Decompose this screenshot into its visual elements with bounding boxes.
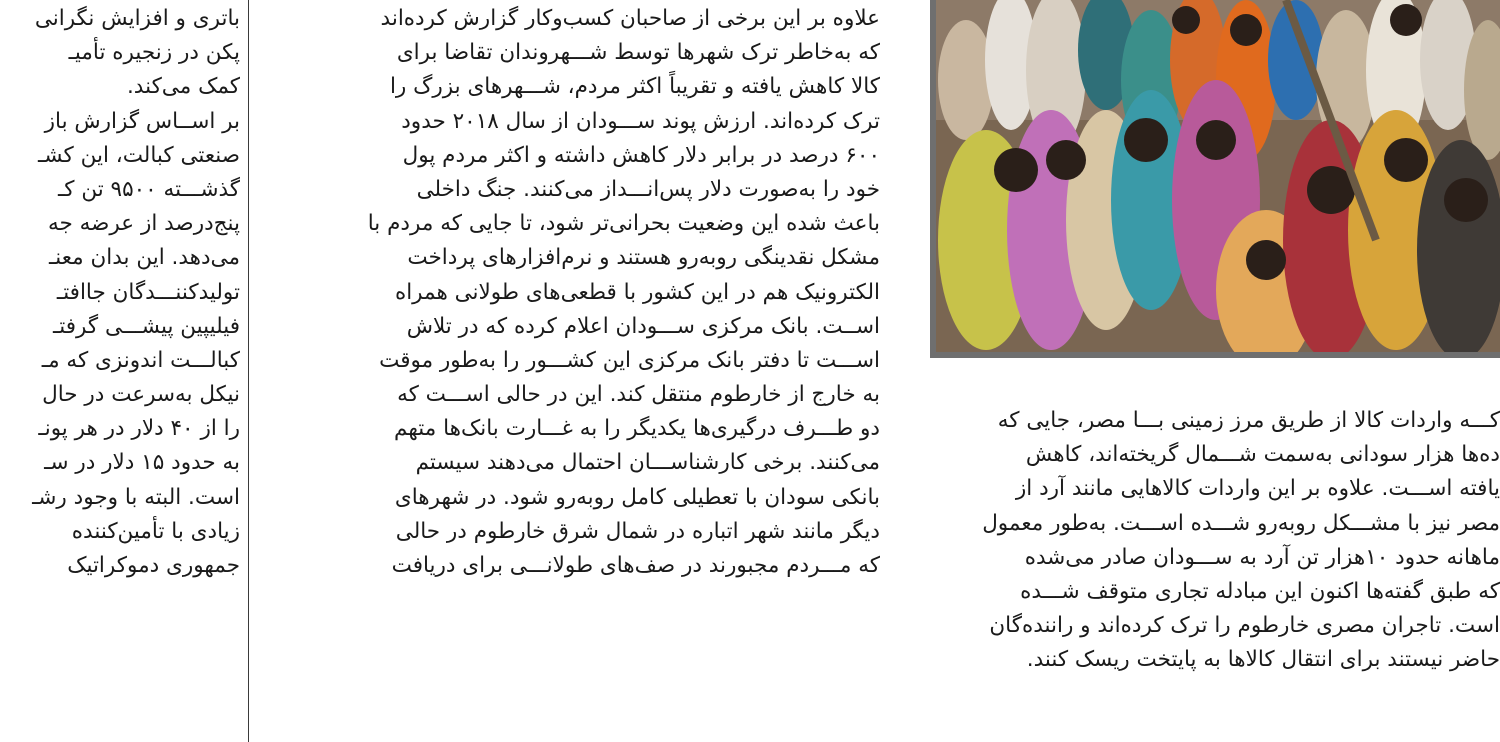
article-text-line: جمهوری دموکراتیک [67, 553, 240, 578]
article-text-line: فیلیپین پیشـــی گرفتـ [52, 313, 240, 339]
article-text-line: دو طـــرف درگیری‌ها یکدیگر را به غـــارت بانک‌ها متهم [394, 416, 880, 442]
news-photo [930, 0, 1500, 358]
article-text-line: کالا کاهش یافته و تقریباً اکثر مردم، شـــهرهای بزرگ را [389, 74, 880, 100]
article-text-line: که به‌خاطر ترک شهرها توسط شـــهروندان تقاضا برای [396, 40, 880, 66]
article-text-line: گذشـــته ۹۵۰۰ تن کـ [57, 176, 240, 202]
article-text-line: اســت. بانک مرکزی ســـودان اعلام کرده که در تلاش [406, 313, 880, 339]
article-text-line: کـــه واردات کالا از طریق مرز زمینی بـــا مصر، جایی که [997, 408, 1500, 433]
article-text-line: ۶۰۰ درصد در برابر دلار کاهش داشته و اکثر مردم پول [402, 142, 880, 168]
article-column-right [930, 404, 1500, 742]
article-text-line: اســـت تا دفتر بانک مرکزی این کشـــور را به‌طور موقت [379, 347, 880, 373]
article-text-line: می‌دهد. این بدان معنـ [48, 245, 240, 271]
article-text-line: ده‌ها هزار سودانی به‌سمت شـــمال گریخته‌اند، کاهش [1025, 442, 1500, 468]
article-text-line: تولیدکننـــدگان جاافتـ [56, 279, 240, 305]
article-text-line: باتری و افزایش نگرانی [34, 6, 240, 31]
article-text-line: کمک می‌کند. [126, 74, 240, 100]
article-text-line: به حدود ۱۵ دلار در سـ [44, 450, 240, 476]
crowd-illustration [936, 0, 1500, 352]
article-text-line: است. البته با وجود رشـ [32, 484, 240, 510]
article-text-line: ماهانه حدود ۱۰هزار تن آرد به ســـودان صادر می‌شده [1024, 544, 1500, 570]
article-text-line: ترک کرده‌اند. ارزش پوند ســـودان از سال ۲۰۱۸ حدود [401, 108, 880, 134]
article-text-line: بانکی سودان با تعطیلی کامل روبه‌رو شود. در شهرهای [394, 484, 880, 510]
column-divider-left [248, 0, 249, 742]
article-text-line: است. تاجران مصری خارطوم را ترک کرده‌اند و راننده‌گان [989, 613, 1500, 639]
article-text-line: به خارج از خارطوم منتقل کند. این در حالی اســـت که [397, 382, 880, 408]
article-text-line: صنعتی کبالت، این کشـ [38, 142, 240, 168]
article-text-line: باعث شده این وضعیت بحرانی‌تر شود، تا جایی که مردم با [367, 211, 880, 237]
article-text-line: می‌کنند. برخی کارشناســـان احتمال می‌دهند سیستم [415, 450, 880, 476]
article-text-line: پنج‌درصد از عرضه جه [48, 211, 240, 237]
article-text-line: پکن در زنجیره تأمیـ [68, 40, 240, 66]
article-text-line: دیگر مانند شهر اتباره در شمال شرق خارطوم در حالی [395, 518, 880, 544]
article-text-line: نیکل به‌سرعت در حال [42, 382, 240, 408]
article-text-line: حاضر نیستند برای انتقال کالاها به پایتخت ریسک کنند. [1026, 647, 1500, 673]
article-text-line: علاوه بر این برخی از صاحبان کسب‌وکار گزارش کرده‌اند [380, 6, 880, 31]
article-text-line: خود را به‌صورت دلار پس‌انـــداز می‌کنند. جنگ داخلی [416, 176, 880, 202]
article-text-line: کبالـــت اندونزی که مـ [41, 347, 240, 373]
article-text-line: را از ۴۰ دلار در هر پونـ [38, 416, 240, 442]
news-photo-image [936, 0, 1500, 352]
article-text-line: که مـــردم مجبورند در صف‌های طولانـــی برای دریافت [391, 553, 880, 578]
article-text-line: بر اســاس گزارش باز [44, 108, 240, 134]
article-column-left [0, 2, 240, 742]
article-text-line: یافته اســـت. علاوه بر این واردات کالاهایی مانند آرد از [1015, 476, 1500, 502]
article-text-line: الکترونیک هم در این کشور با قطعی‌های طولانی همراه [394, 279, 880, 305]
article-text-line: که طبق گفته‌ها اکنون این مبادله تجاری متوقف شـــده [1020, 578, 1500, 604]
article-text-line: مشکل نقدینگی روبه‌رو هستند و نرم‌افزارهای پرداخت [407, 245, 880, 271]
article-text-line: مصر نیز با مشـــکل روبه‌رو شـــده اســـت. به‌طور معمول [982, 510, 1500, 536]
article-column-middle [298, 2, 880, 742]
article-text-line: زیادی با تأمین‌کننده [71, 518, 240, 544]
